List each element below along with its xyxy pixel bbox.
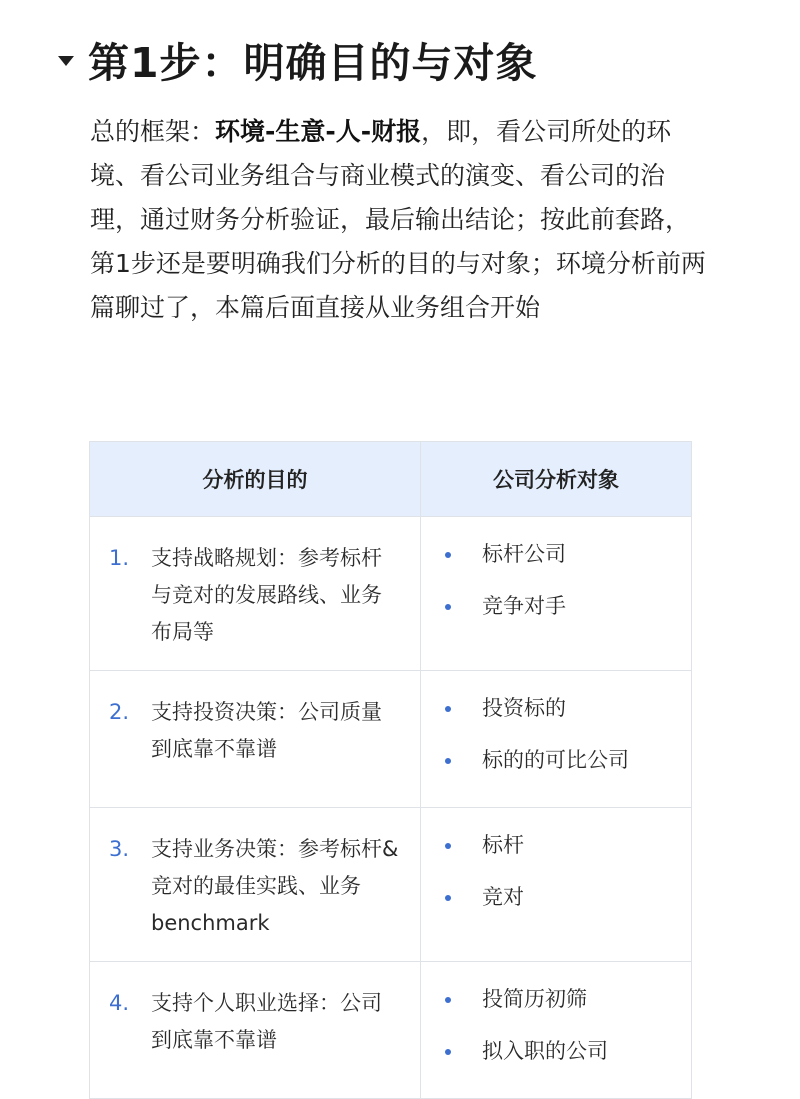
table-row [90,962,692,1099]
objects-list [422,809,690,943]
list-item: 标杆 [442,829,680,862]
purpose-cell [90,671,421,808]
objects-list [422,963,690,1097]
purpose-text: 支持战略规划：参考标杆与竞对的发展路线、业务布局等 [151,546,382,644]
framework-text: 环境-生意-人-财报 [215,117,422,146]
list-item: 投资标的 [442,692,680,725]
row-number: 3. [109,837,130,861]
purpose-text: 支持个人职业选择：公司到底靠不靠谱 [151,991,382,1052]
header-purpose: 分析的目的 [90,442,421,517]
purpose-text: 支持业务决策：参考标杆&竞对的最佳实践、业务benchmark [151,837,399,935]
purpose-cell [90,962,421,1099]
objects-list [422,672,690,806]
row-number: 2. [109,700,130,724]
objects-list [422,518,690,652]
section-title: 第1步：明确目的与对象 [88,39,538,87]
list-item: 拟入职的公司 [442,1035,680,1068]
list-item: 竞争对手 [442,590,680,623]
intro-body: ，即，看公司所处的环境、看公司业务组合与商业模式的演变、看公司的治理，通过财务分析验证，最后输出结论；按此前套路，第1步还是要明确我们分析的目的与对象；环境分析前两篇聊过了，本篇后面直接从业务组合开始 [90,117,706,322]
section-heading [58,30,538,89]
list-item: 标的的可比公司 [442,744,680,777]
table-row [90,671,692,808]
intro-paragraph [90,110,712,330]
list-item: 竞对 [442,881,680,914]
objects-cell [421,671,692,808]
objects-cell [421,517,692,671]
objects-cell [421,962,692,1099]
header-objects: 公司分析对象 [421,442,692,517]
table-row [90,808,692,962]
table-row [90,517,692,671]
objects-cell [421,808,692,962]
table-header-row [90,442,692,517]
collapse-triangle-icon[interactable] [58,56,74,66]
purpose-text: 支持投资决策：公司质量到底靠不靠谱 [151,700,382,761]
analysis-table [89,441,692,1099]
row-number: 1. [109,546,130,570]
list-item: 标杆公司 [442,538,680,571]
purpose-cell [90,808,421,962]
purpose-cell [90,517,421,671]
row-number: 4. [109,991,130,1015]
list-item: 投简历初筛 [442,983,680,1016]
intro-prefix: 总的框架： [90,117,216,146]
